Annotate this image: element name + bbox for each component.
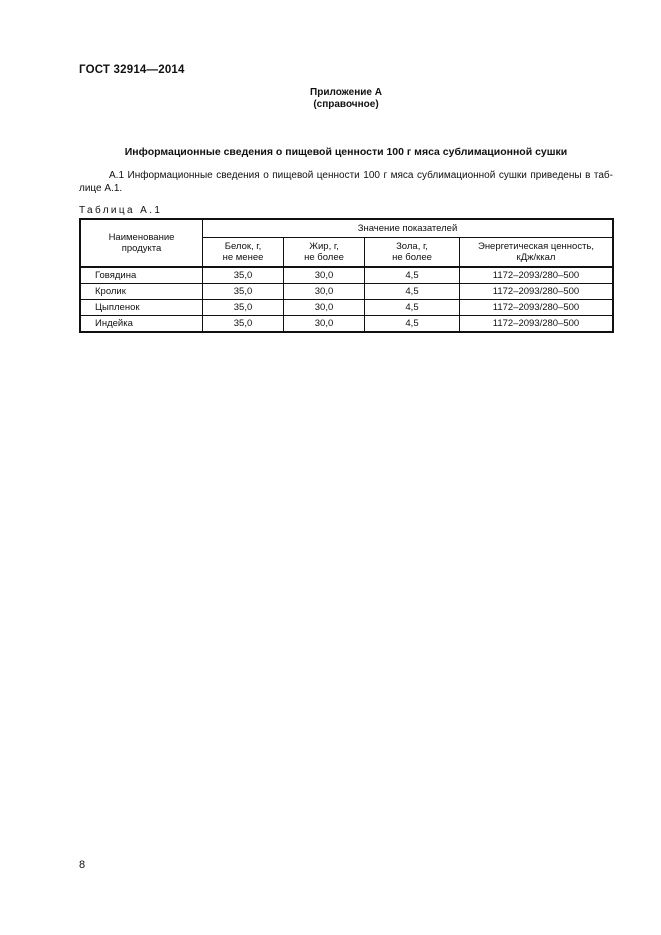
column-header-energy-line2: кДж/ккал	[516, 252, 556, 263]
paragraph-line-2: лице А.1.	[79, 183, 123, 194]
column-header-protein-line1: Белок, г,	[224, 241, 262, 252]
cell-fat: 30,0	[284, 267, 365, 284]
nutrition-table	[79, 218, 614, 333]
column-header-name-line2: продукта	[121, 243, 162, 254]
paragraph-a1	[79, 169, 613, 195]
cell-product-name: Индейка	[80, 316, 203, 333]
cell-energy: 1172–2093/280–500	[460, 284, 614, 300]
column-header-protein	[203, 238, 284, 268]
appendix-heading	[0, 87, 661, 111]
column-group-header: Значение показателей	[203, 219, 614, 238]
column-header-name-line1: Наименование	[108, 232, 175, 243]
cell-fat: 30,0	[284, 316, 365, 333]
column-header-protein-line2: не менее	[222, 252, 264, 263]
table-row	[80, 284, 613, 300]
column-header-ash-line2: не более	[392, 252, 432, 263]
cell-protein: 35,0	[203, 316, 284, 333]
column-header-energy	[460, 238, 614, 268]
appendix-title: Приложение А	[310, 87, 382, 98]
cell-protein: 35,0	[203, 284, 284, 300]
table-row	[80, 300, 613, 316]
cell-protein: 35,0	[203, 267, 284, 284]
cell-energy: 1172–2093/280–500	[460, 300, 614, 316]
cell-energy: 1172–2093/280–500	[460, 267, 614, 284]
column-header-fat	[284, 238, 365, 268]
page-number: 8	[79, 859, 86, 871]
section-title: Информационные сведения о пищевой ценности 100 г мяса сублимационной сушки	[124, 146, 568, 158]
column-header-ash	[365, 238, 460, 268]
document-code: ГОСТ 32914—2014	[79, 64, 185, 76]
column-header-name	[80, 219, 203, 267]
cell-ash: 4,5	[365, 316, 460, 333]
cell-protein: 35,0	[203, 300, 284, 316]
table-row	[80, 267, 613, 284]
column-header-fat-line1: Жир, г,	[309, 241, 339, 252]
cell-product-name: Цыпленок	[80, 300, 203, 316]
cell-ash: 4,5	[365, 267, 460, 284]
cell-energy: 1172–2093/280–500	[460, 316, 614, 333]
table-caption: Таблица А.1	[79, 205, 163, 216]
column-header-energy-line1: Энергетическая ценность,	[477, 241, 595, 252]
cell-product-name: Говядина	[80, 267, 203, 284]
cell-ash: 4,5	[365, 284, 460, 300]
cell-product-name: Кролик	[80, 284, 203, 300]
cell-ash: 4,5	[365, 300, 460, 316]
paragraph-line-1: А.1 Информационные сведения о пищевой ценности 100 г мяса сублимационной сушки приведены в таб-	[109, 170, 613, 181]
column-header-fat-line2: не более	[304, 252, 344, 263]
table-row	[80, 316, 613, 333]
cell-fat: 30,0	[284, 284, 365, 300]
column-header-ash-line1: Зола, г,	[396, 241, 428, 252]
appendix-subtitle: (справочное)	[313, 99, 379, 110]
cell-fat: 30,0	[284, 300, 365, 316]
